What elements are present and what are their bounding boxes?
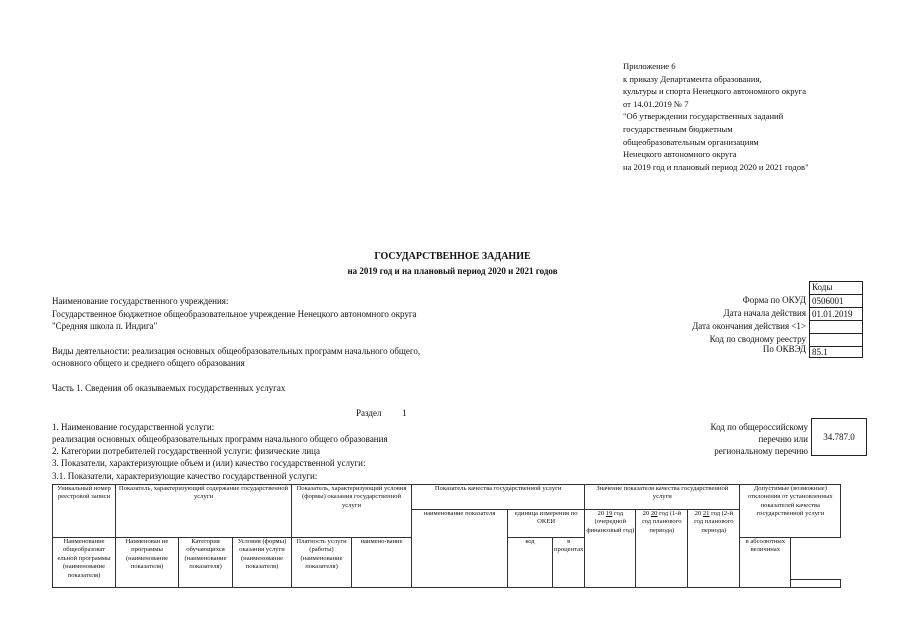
year-3-suffix: год	[711, 510, 721, 517]
header-unit-code: код	[508, 538, 553, 588]
document-title: ГОСУДАРСТВЕННОЕ ЗАДАНИЕ	[374, 251, 531, 262]
col-service-form-label: Условия (формы) оказания услуги	[237, 538, 287, 554]
year-1-suffix: год	[614, 510, 624, 517]
institution-label: Наименование государственного учреждения:	[52, 296, 229, 306]
end-date-value	[809, 320, 863, 334]
header-indicator-name: наименование показателя	[412, 510, 508, 588]
col-program-type-note: (наименование показателя)	[62, 563, 106, 579]
col-service-form-note: (наименование показателя)	[240, 554, 284, 571]
service-name: реализация основных общеобразовательных программ начального общего образования	[52, 434, 388, 444]
okved-value: 85.1	[809, 346, 863, 358]
col-payment	[292, 538, 352, 588]
header-year-3	[688, 510, 740, 588]
registry-code-label: Код по сводному реестру	[709, 334, 806, 344]
header-deviation: Допустимые (возможные) отклонения от установленных показателей качества государственной услуги	[740, 485, 841, 538]
quality-table	[52, 484, 841, 588]
col-payment-label: Платность услуги (работы)	[296, 538, 347, 554]
year-1-desc: (очередной финансовый год)	[586, 518, 635, 534]
header-values: Значение показателя качества государственной услуги	[585, 485, 740, 510]
appendix-line: к приказу Департамента образования,	[623, 73, 762, 84]
appendix-block	[623, 60, 893, 173]
registry-label-1: Код по общероссийскому	[710, 422, 808, 432]
institution-name: Государственное бюджетное общеобразовательное учреждение Ненецкого автономного округа	[52, 309, 417, 319]
activities-line-1: Виды деятельности: реализация основных общеобразовательных программ начального общего,	[52, 346, 421, 356]
registry-code-box: 34.787.0	[811, 418, 867, 456]
col-program-name-note: (наименование показателя)	[125, 554, 169, 571]
document-subtitle: на 2019 год и на плановый период 2020 и 2021 годов	[347, 266, 558, 276]
header-absolute: в абсолютных величинах	[740, 538, 791, 588]
year-3-value: 21	[702, 510, 710, 517]
appendix-line: государственным бюджетным	[623, 123, 733, 134]
activities-line-2: основного общего и среднего общего образования	[52, 358, 245, 368]
col-program-type-label: Наименование общеобразоват ельной программы	[57, 538, 111, 562]
col-service-form	[233, 538, 292, 588]
start-date-value: 01.01.2019	[809, 307, 863, 321]
col-program-name-label: Наименован ие программы	[125, 538, 169, 554]
codes-header: Коды	[809, 281, 863, 295]
appendix-line: "Об утверждении государственных заданий	[623, 111, 784, 122]
year-1-value: 19	[605, 510, 613, 517]
registry-code-value	[809, 333, 863, 347]
header-year-1	[585, 510, 636, 588]
header-percent: в процентах	[553, 538, 585, 588]
appendix-line: Ненецкого автономного округа	[623, 149, 737, 160]
appendix-line: культуры и спорта Ненецкого автономного округа	[623, 86, 807, 97]
service-name-label: 1. Наименование государственной услуги:	[52, 422, 215, 432]
header-unique-number: Уникальный номер реестровой записи	[53, 485, 116, 538]
consumer-category: 2. Категории потребителей государственной услуги: физические лица	[52, 446, 320, 456]
year-1-prefix: 20	[597, 510, 605, 517]
header-quality: Показатель качества государственной услуги	[412, 485, 585, 510]
unique-number-cell	[791, 580, 841, 588]
col-payment-note: (наименование показателя)	[300, 554, 343, 571]
year-3-prefix: 20	[694, 510, 702, 517]
part-title: Часть 1. Сведения об оказываемых государственных услугах	[52, 383, 286, 393]
section-number: 1	[402, 408, 407, 418]
section-label: Раздел	[356, 408, 382, 418]
indicators-heading: 3. Показатели, характеризующие объем и (или) качество государственной услуги:	[52, 458, 366, 468]
col-student-category-note: (наименование показателя)	[184, 554, 227, 571]
okud-label: Форма по ОКУД	[742, 295, 806, 305]
year-2-suffix: год	[659, 510, 669, 517]
header-unit: единица измерения по ОКЕИ	[508, 510, 585, 538]
appendix-line: на 2019 год и плановый период 2020 и 2021 годов"	[623, 161, 809, 172]
end-date-label: Дата окончания действия <1>	[692, 321, 806, 331]
registry-label-2: перечню или	[758, 434, 808, 444]
col-student-category	[179, 538, 233, 588]
institution-name-2: "Средняя школа п. Индига"	[52, 321, 158, 331]
year-2-prefix: 20	[642, 510, 650, 517]
col-program-name	[116, 538, 179, 588]
year-2-value: 20	[650, 510, 658, 517]
start-date-label: Дата начала действия	[723, 308, 806, 318]
col-program-type	[53, 538, 116, 588]
appendix-line: от 14.01.2019 № 7	[623, 98, 689, 109]
header-content: Показатель, характеризующий содержание государственной услуги	[116, 485, 292, 538]
year-3-desc: (2-й год планового периода)	[694, 510, 734, 534]
registry-label-3: региональному перечню	[714, 446, 808, 456]
header-unit-name: наимено-вание	[352, 538, 412, 588]
header-year-2	[636, 510, 688, 588]
quality-indicators-heading: 3.1. Показатели, характеризующие качество государственной услуги:	[52, 471, 318, 481]
okved-label: По ОКВЭД	[762, 344, 806, 354]
header-conditions: Показатель, характеризующий условия (формы) оказания государственной услуги	[292, 485, 412, 538]
appendix-line: общеобразовательным организациям	[623, 136, 759, 147]
col-student-category-label: Категория обучающихся	[186, 538, 225, 554]
appendix-line: Приложение 6	[623, 61, 676, 71]
year-2-desc: (1-й год планового периода)	[642, 510, 682, 534]
okud-value: 0506001	[809, 294, 863, 308]
